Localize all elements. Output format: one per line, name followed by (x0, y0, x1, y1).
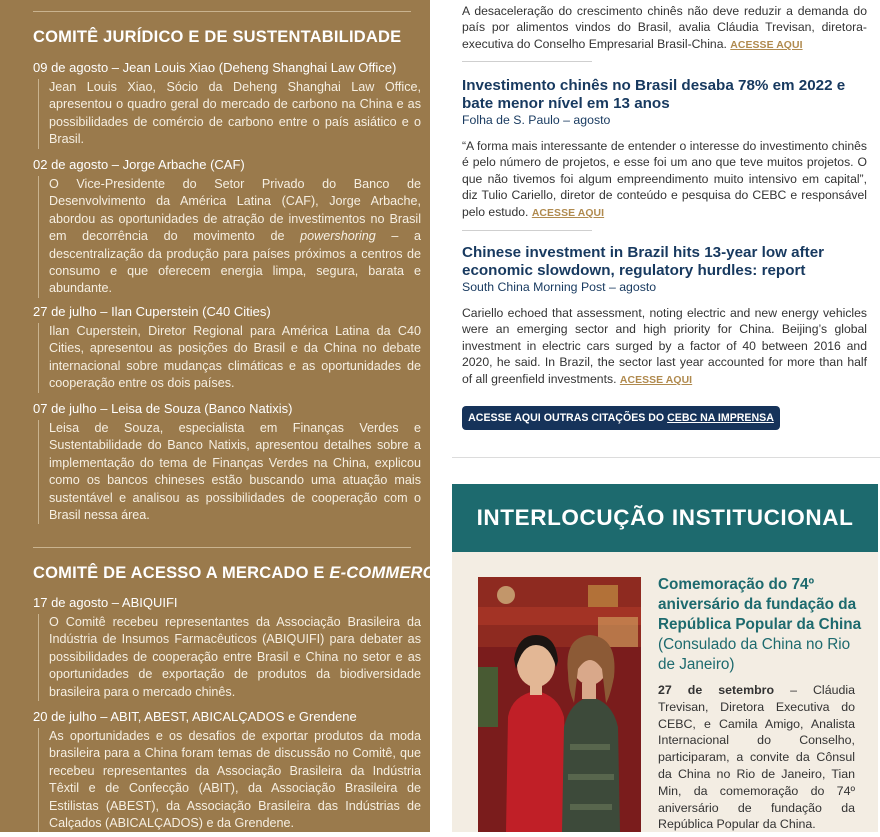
committee-legal-heading: COMITÊ JURÍDICO E DE SUSTENTABILIDADE (33, 28, 402, 46)
article-title[interactable]: Chinese investment in Brazil hits 13-year low after economic slowdown, regulatory hurdles: report (462, 244, 825, 279)
event-photo-illustration (478, 577, 641, 832)
entry-text: O Vice-Presidente do Setor Privado do Banco de Desenvolvimento da América Latina (CAF), Jorge Arbache, abordou as oportunidades de atração de investimentos no Brasil em decorrência do movimento de powershoring – a descentralização da produção para países próximos a centros de consumo e que oferecem energia limpa, segura, barata e abundante. (38, 176, 421, 298)
entry-text: As oportunidades e os desafios de exportar produtos da moda brasileira para a China foram temas de discussão no Comitê, que recebeu representantes da Associação Brasileira da Indústria Têxtil e de Confecção (ABIT), da Associação Brasileira de Estilistas (ABEST), da Associação Brasileira das Indústrias de Calçados (ABICALÇADOS) e da Grendene. (38, 728, 421, 832)
article-text: “A forma mais interessante de entender o interesse do investimento chinês é pelo número de projetos, e esse foi um ano que teve muitos projetos. O que não tivemos foi algum empreendimento muito intensivo em capital”, diz Tulio Cariello, diretor de conteúdo e pesquisa do CEBC e responsável pelo estudo. ACESSE AQUI (462, 139, 867, 219)
section-divider (33, 547, 411, 548)
section-divider (452, 457, 880, 458)
entry-date: 20 de julho – ABIT, ABEST, ABICALÇADOS e Grendene (33, 709, 357, 724)
entry-date: 17 de agosto – ABIQUIFI (33, 595, 178, 610)
event-text: 27 de setembro – Cláudia Trevisan, Diretora Executiva do CEBC, e Camila Amigo, Analista Internacional do Conselho, participaram, a convite da Cônsul da China no Rio de Janeiro, Tian Min, da comemoração do 74º aniversário de fundação da República Popular da China. (658, 683, 856, 832)
event-photo (478, 577, 641, 832)
entry-date: 07 de julho – Leisa de Souza (Banco Natixis) (33, 401, 293, 416)
entry-date: 02 de agosto – Jorge Arbache (CAF) (33, 157, 245, 172)
entry-date: 09 de agosto – Jean Louis Xiao (Deheng Shanghai Law Office) (33, 60, 397, 75)
article-source: South China Morning Post – agosto (462, 280, 657, 294)
article-divider (462, 61, 592, 62)
event-title[interactable]: Comemoração do 74º aniversário da fundação da República Popular da China (Consulado da China no Rio de Janeiro) (658, 576, 862, 673)
article-title[interactable]: Investimento chinês no Brasil desaba 78% em 2022 e bate menor nível em 13 anos (462, 77, 846, 112)
press-citations-button[interactable]: ACESSE AQUI OUTRAS CITAÇÕES DO CEBC NA IMPRENSA (462, 406, 780, 430)
read-more-link[interactable]: ACESSE AQUI (730, 39, 803, 51)
read-more-link[interactable]: ACESSE AQUI (619, 374, 693, 386)
entry-text: Leisa de Souza, especialista em Finanças Verdes e Sustentabilidade do Banco Natixis, apresentou detalhes sobre a implementação do tema de Finanças Verdes na China, explicou como os bancos chineses estão buscando uma atuação mais sustentável e analisou as possibilidades de cooperação com o Brasil nessa área. (38, 420, 421, 524)
entry-text: O Comitê recebeu representantes da Associação Brasileira da Indústria de Insumos Farmacêuticos (ABIQUIFI) para debater as possibilidades de cooperação entre Brasil e China no setor e as oportunidades de exportação de produtos da biodiversidade brasileira para o mercado chinês. (38, 614, 421, 701)
entry-date: 27 de julho – Ilan Cuperstein (C40 Cities) (33, 304, 271, 319)
entry-text: Jean Louis Xiao, Sócio da Deheng Shanghai Law Office, apresentou o quadro geral do mercado de carbono na China e as possibilidades de comércio de carbono entre o país asiático e o Brasil. (38, 79, 421, 149)
article-source: Folha de S. Paulo – agosto (462, 113, 611, 127)
article-divider (462, 230, 592, 231)
article-text: Cariello echoed that assessment, noting electric and new energy vehicles were an emerging sector and high priority for China. Beijing’s global investment in electric cars surged by a factor of 40 between 2016 and 2020, he said. In Brazil, the sector last year accounted for more than half of all greenfield investments. ACESSE AQUI (462, 306, 867, 386)
committee-market-heading: COMITÊ DE ACESSO A MERCADO E E-COMMERCE (33, 564, 446, 582)
section-title: INTERLOCUÇÃO INSTITUCIONAL (452, 484, 878, 552)
intro-text: A desaceleração do crescimento chinês não deve reduzir a demanda do país por alimentos vindos do Brasil, avalia Cláudia Trevisan, diretora-executiva do Conselho Empresarial Brasil-China. ACESSE AQUI (462, 4, 867, 51)
section-divider (33, 11, 411, 12)
read-more-link[interactable]: ACESSE AQUI (531, 207, 605, 219)
entry-text: Ilan Cuperstein, Diretor Regional para América Latina da C40 Cities, apresentou as posições do Brasil e da China no debate internacional sobre mudanças climáticas e as oportunidades de cooperação entre os dois países. (38, 323, 421, 393)
